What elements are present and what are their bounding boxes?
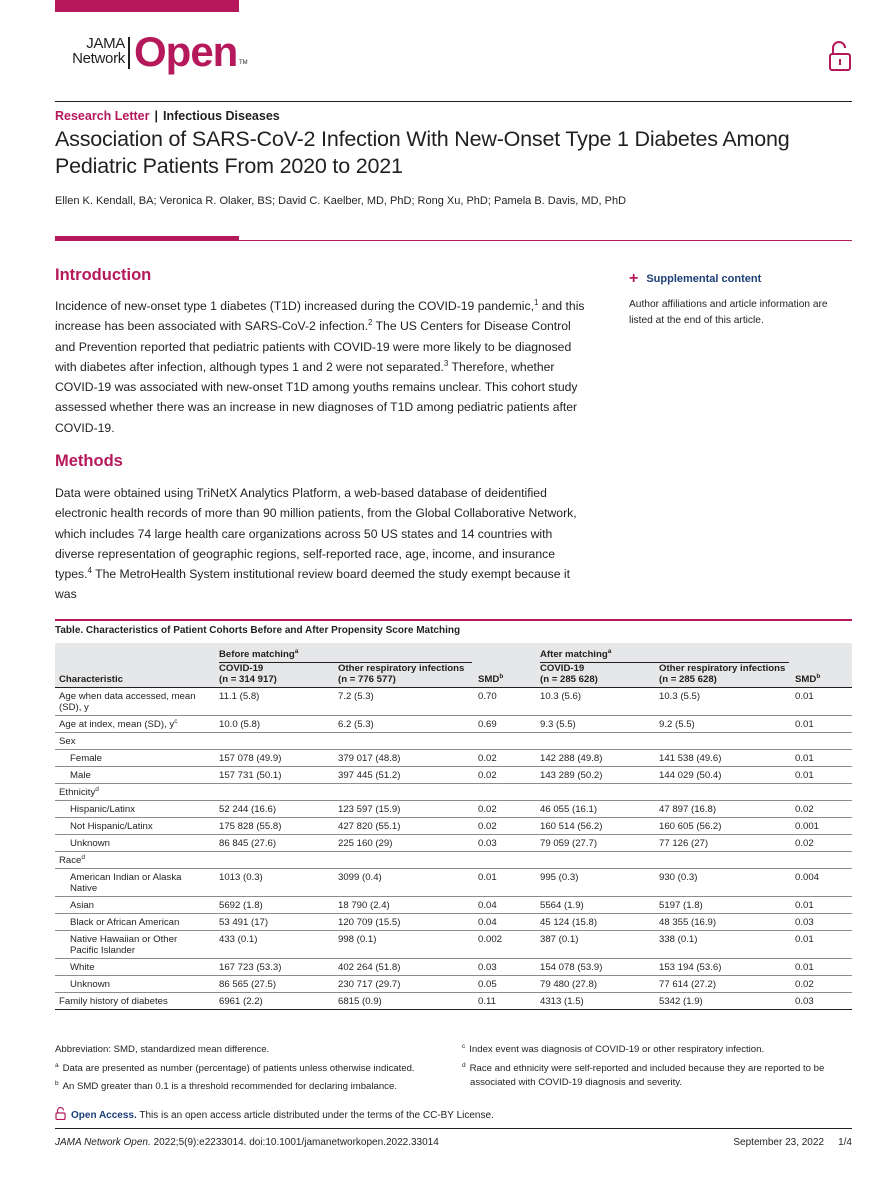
table-cell: 0.01 xyxy=(791,716,852,733)
table-cell: 433 (0.1) xyxy=(215,931,334,959)
table-cell: 0.70 xyxy=(474,688,536,716)
methods-text-1: Data were obtained using TriNetX Analytics Platform, a web-based database of deidentified electronic health records of more than 90 million patients, from the Global Collaborative Network, which includes 74 large health care organizations across 50 US states and 14 countries with diverse representation of geographic regions, self-reported race, age, income, and insurance types. xyxy=(55,486,577,582)
table-cell: 52 244 (16.6) xyxy=(215,801,334,818)
row-label xyxy=(55,688,215,716)
table-cell: 45 124 (15.8) xyxy=(536,914,655,931)
table-cell: 9.2 (5.5) xyxy=(655,716,791,733)
table-group-header-row xyxy=(55,643,852,663)
footer-rule xyxy=(55,1128,852,1129)
table-cell: 153 194 (53.6) xyxy=(655,959,791,976)
supplemental-label: Supplemental content xyxy=(646,273,762,285)
footnote-b xyxy=(55,1080,445,1094)
row-label: Unknown xyxy=(55,976,215,993)
table-cell: 167 723 (53.3) xyxy=(215,959,334,976)
header-line: Other respiratory infections xyxy=(338,663,465,674)
table-cell: 402 264 (51.8) xyxy=(334,959,474,976)
table-cell: 0.11 xyxy=(474,993,536,1010)
characteristics-table xyxy=(55,643,852,1010)
footnote-c xyxy=(462,1043,852,1057)
footnote-marker: a xyxy=(55,1061,59,1069)
header-line: (n = 314 917) xyxy=(219,674,277,685)
table-cell: 6815 (0.9) xyxy=(334,993,474,1010)
methods-paragraph xyxy=(55,483,590,605)
citation-2[interactable]: 2 xyxy=(367,318,373,328)
header-line: COVID-19 xyxy=(540,663,585,674)
table-cell: 5564 (1.9) xyxy=(536,897,655,914)
table-cell: 5197 (1.8) xyxy=(655,897,791,914)
table-cell: 77 614 (27.2) xyxy=(655,976,791,993)
footnote-text: Race and ethnicity were self-reported and included because they are reported to be associated with COVID-19 diagnosis and severity. xyxy=(469,1063,825,1088)
footer-page-number: 1/4 xyxy=(838,1137,852,1148)
supplemental-content-link[interactable] xyxy=(629,270,761,288)
logo-trademark: TM xyxy=(239,60,248,66)
table-cell: 144 029 (50.4) xyxy=(655,767,791,784)
footnote-marker-d: d xyxy=(81,853,86,861)
row-label: Not Hispanic/Latinx xyxy=(55,818,215,835)
table-row xyxy=(55,801,852,818)
footnote-marker: d xyxy=(462,1061,466,1069)
table-cell: 86 565 (27.5) xyxy=(215,976,334,993)
article-kicker xyxy=(55,109,280,123)
table-section-row xyxy=(55,733,852,750)
introduction-paragraph xyxy=(55,296,590,438)
footnote-marker-d: d xyxy=(95,785,99,793)
table-cell: 154 078 (53.9) xyxy=(536,959,655,976)
column-header-covid-before xyxy=(215,663,334,688)
column-header-other-after xyxy=(655,663,791,688)
table-row xyxy=(55,869,852,897)
table-cell: 5692 (1.8) xyxy=(215,897,334,914)
table-row xyxy=(55,959,852,976)
table-cell: 53 491 (17) xyxy=(215,914,334,931)
header-rule xyxy=(55,101,852,102)
header-line: (n = 285 628) xyxy=(540,674,598,685)
table-row xyxy=(55,993,852,1010)
table-header-spacer xyxy=(55,643,215,663)
table-cell: 141 538 (49.6) xyxy=(655,750,791,767)
row-label: Hispanic/Latinx xyxy=(55,801,215,818)
table-row xyxy=(55,767,852,784)
logo-line-network: Network xyxy=(72,50,125,67)
section-label-ethnicity xyxy=(55,784,852,801)
plus-icon: + xyxy=(629,270,639,287)
table-cell: 11.1 (5.8) xyxy=(215,688,334,716)
row-label: Male xyxy=(55,767,215,784)
table-cell: 0.02 xyxy=(791,835,852,852)
table-cell: 0.02 xyxy=(474,767,536,784)
table-cell: 77 126 (27) xyxy=(655,835,791,852)
footnote-marker: b xyxy=(55,1079,59,1087)
table-cell: 0.03 xyxy=(791,914,852,931)
table-cell: 0.01 xyxy=(791,767,852,784)
table-row xyxy=(55,897,852,914)
section-label-text: Ethnicity xyxy=(59,787,96,798)
row-label: White xyxy=(55,959,215,976)
intro-text-2: and this increase has been associated with SARS-CoV-2 infection. xyxy=(55,299,585,334)
methods-text-2: The MetroHealth System institutional review board deemed the study exempt because it was xyxy=(55,567,571,602)
section-label-text: Race xyxy=(59,855,82,866)
table-row xyxy=(55,835,852,852)
column-header-smd-before xyxy=(474,663,536,688)
table-cell: 0.02 xyxy=(791,976,852,993)
before-matching-header xyxy=(215,643,474,663)
footnote-marker-c: c xyxy=(174,717,178,725)
row-label-text: Age at index, mean (SD), y xyxy=(59,719,175,730)
open-access-note xyxy=(55,1107,494,1121)
table-cell: 0.01 xyxy=(791,750,852,767)
table-cell: 0.002 xyxy=(474,931,536,959)
row-label-text: Age when data accessed, mean (SD), y xyxy=(59,691,196,713)
footnote-marker-b: b xyxy=(499,672,504,680)
footnote-marker-a: a xyxy=(294,647,299,655)
table-cell: 157 078 (49.9) xyxy=(215,750,334,767)
citation-4[interactable]: 4 xyxy=(87,566,92,576)
table-row xyxy=(55,931,852,959)
footnote-marker-b: b xyxy=(816,672,821,680)
author-list: Ellen K. Kendall, BA; Veronica R. Olaker, BS; David C. Kaelber, MD, PhD; Rong Xu, PhD; Pamela B. Davis, MD, PhD xyxy=(55,195,627,207)
table-cell: 120 709 (15.5) xyxy=(334,914,474,931)
column-header-characteristic: Characteristic xyxy=(55,663,215,688)
lock-icon xyxy=(55,1107,66,1120)
before-matching-label: Before matching xyxy=(219,649,295,660)
table-cell: 47 897 (16.8) xyxy=(655,801,791,818)
footnote-marker: c xyxy=(462,1042,466,1050)
table-cell: 0.69 xyxy=(474,716,536,733)
row-label: Unknown xyxy=(55,835,215,852)
table-top-rule xyxy=(55,619,852,621)
open-access-label[interactable]: Open Access. xyxy=(71,1110,137,1121)
table-cell: 10.3 (5.6) xyxy=(536,688,655,716)
footer-journal-name: JAMA Network Open. xyxy=(55,1137,151,1148)
table-section-row xyxy=(55,852,852,869)
table-cell: 86 845 (27.6) xyxy=(215,835,334,852)
row-label: Native Hawaiian or Other Pacific Islander xyxy=(55,931,215,959)
table-cell: 143 289 (50.2) xyxy=(536,767,655,784)
footer-citation xyxy=(55,1137,439,1148)
row-label: Asian xyxy=(55,897,215,914)
table-cell: 0.01 xyxy=(791,897,852,914)
table-cell: 142 288 (49.8) xyxy=(536,750,655,767)
table-cell: 0.03 xyxy=(791,993,852,1010)
table-row xyxy=(55,976,852,993)
footer-date: September 23, 2022 xyxy=(733,1137,824,1148)
table-cell: 225 160 (29) xyxy=(334,835,474,852)
table-cell: 0.04 xyxy=(474,914,536,931)
table-cell: 0.02 xyxy=(474,818,536,835)
table-cell: 930 (0.3) xyxy=(655,869,791,897)
article-type: Research Letter xyxy=(55,109,150,123)
table-cell: 0.01 xyxy=(791,688,852,716)
table-section-row xyxy=(55,784,852,801)
table-cell: 18 790 (2.4) xyxy=(334,897,474,914)
footnote-abbreviation: Abbreviation: SMD, standardized mean difference. xyxy=(55,1044,270,1055)
column-header-covid-after xyxy=(536,663,655,688)
table-cell: 9.3 (5.5) xyxy=(536,716,655,733)
header-line: SMD xyxy=(478,674,500,685)
table-cell: 338 (0.1) xyxy=(655,931,791,959)
author-affiliations-note: Author affiliations and article information are listed at the end of this article. xyxy=(629,299,828,326)
intro-text-3: The US Centers for Disease Control and Prevention reported that pediatric patients with COVID-19 were more likely to be diagnosed with diabetes after infection, although types 1 and 2 were not separated. xyxy=(55,319,572,374)
footnote-a xyxy=(55,1062,445,1076)
table-cell: 175 828 (55.8) xyxy=(215,818,334,835)
table-cell: 0.01 xyxy=(474,869,536,897)
table-cell: 0.01 xyxy=(791,959,852,976)
kicker-separator: | xyxy=(154,109,158,123)
after-matching-label: After matching xyxy=(540,649,608,660)
table-cell: 0.004 xyxy=(791,869,852,897)
table-cell: 7.2 (5.3) xyxy=(334,688,474,716)
table-cell: 123 597 (15.9) xyxy=(334,801,474,818)
table-cell: 6961 (2.2) xyxy=(215,993,334,1010)
intro-text-1: Incidence of new-onset type 1 diabetes (T1D) increased during the COVID-19 pandemic, xyxy=(55,299,534,313)
table-cell: 0.03 xyxy=(474,835,536,852)
table-cell: 387 (0.1) xyxy=(536,931,655,959)
article-title: Association of SARS-CoV-2 Infection With New-Onset Type 1 Diabetes Among Pediatric Patients From 2020 to 2021 xyxy=(55,127,790,178)
header-line: (n = 285 628) xyxy=(659,674,717,685)
table-cell: 3099 (0.4) xyxy=(334,869,474,897)
footnote-text: Index event was diagnosis of COVID-19 or other respiratory infection. xyxy=(469,1044,765,1055)
logo-open-text: Open xyxy=(134,28,238,75)
footnote-text: An SMD greater than 0.1 is a threshold recommended for declaring imbalance. xyxy=(62,1081,397,1092)
table-cell: 0.02 xyxy=(474,750,536,767)
table-cell: 4313 (1.5) xyxy=(536,993,655,1010)
table-cell: 427 820 (55.1) xyxy=(334,818,474,835)
column-header-smd-after xyxy=(791,663,852,688)
row-label: American Indian or Alaska Native xyxy=(55,869,215,897)
footer-doi: 2022;5(9):e2233014. doi:10.1001/jamanetworkopen.2022.33014 xyxy=(150,1137,439,1148)
table-cell: 10.3 (5.5) xyxy=(655,688,791,716)
table-column-header-row xyxy=(55,663,852,688)
table-cell: 397 445 (51.2) xyxy=(334,767,474,784)
table-cell: 157 731 (50.1) xyxy=(215,767,334,784)
table-cell: 79 480 (27.8) xyxy=(536,976,655,993)
section-label-sex: Sex xyxy=(55,733,852,750)
table-cell: 1013 (0.3) xyxy=(215,869,334,897)
row-label: Family history of diabetes xyxy=(55,993,215,1010)
table-cell: 998 (0.1) xyxy=(334,931,474,959)
article-category: Infectious Diseases xyxy=(163,109,280,123)
open-access-text: This is an open access article distributed under the terms of the CC-BY License. xyxy=(136,1110,494,1121)
table-cell: 0.02 xyxy=(474,801,536,818)
introduction-heading: Introduction xyxy=(55,266,152,284)
table-cell: 160 605 (56.2) xyxy=(655,818,791,835)
logo-line-jama: JAMA xyxy=(86,35,125,52)
section-label-race xyxy=(55,852,852,869)
table-row xyxy=(55,914,852,931)
table-cell: 46 055 (16.1) xyxy=(536,801,655,818)
row-label: Female xyxy=(55,750,215,767)
footnote-marker-a: a xyxy=(607,647,612,655)
row-label: Black or African American xyxy=(55,914,215,931)
after-matching-header xyxy=(536,643,791,663)
table-cell: 10.0 (5.8) xyxy=(215,716,334,733)
footnote-d xyxy=(462,1062,848,1090)
section-rule-thin xyxy=(239,240,852,241)
row-label xyxy=(55,716,215,733)
table-cell: 48 355 (16.9) xyxy=(655,914,791,931)
column-header-other-before xyxy=(334,663,474,688)
logo-wordmark xyxy=(55,36,125,66)
citation-1[interactable]: 1 xyxy=(533,297,539,307)
footnote-text: Data are presented as number (percentage) of patients unless otherwise indicated. xyxy=(62,1063,415,1074)
header-line: (n = 776 577) xyxy=(338,674,396,685)
table-cell: 79 059 (27.7) xyxy=(536,835,655,852)
table-cell: 5342 (1.9) xyxy=(655,993,791,1010)
table-row xyxy=(55,716,852,733)
top-accent-bar xyxy=(55,0,239,12)
table-header-spacer xyxy=(474,643,536,663)
section-rule-thick xyxy=(55,236,239,241)
header-line: SMD xyxy=(795,674,817,685)
table-cell: 6.2 (5.3) xyxy=(334,716,474,733)
logo-divider xyxy=(128,37,130,69)
lock-icon[interactable] xyxy=(828,40,852,72)
table-header-spacer xyxy=(791,643,852,663)
table-cell: 0.03 xyxy=(474,959,536,976)
table-cell: 160 514 (56.2) xyxy=(536,818,655,835)
table-cell: 0.04 xyxy=(474,897,536,914)
intro-text-4: Therefore, whether COVID-19 was associated with new-onset T1D among youths remains unclear. This cohort study assessed whether there was an increase in new diagnoses of T1D among pediatric patients after COVID-19. xyxy=(55,359,578,435)
header-line: COVID-19 xyxy=(219,663,264,674)
table-cell: 379 017 (48.8) xyxy=(334,750,474,767)
table-cell: 230 717 (29.7) xyxy=(334,976,474,993)
table-cell: 995 (0.3) xyxy=(536,869,655,897)
table-row xyxy=(55,818,852,835)
table-title: Table. Characteristics of Patient Cohorts Before and After Propensity Score Matching xyxy=(55,625,461,636)
table-cell: 0.01 xyxy=(791,931,852,959)
table-cell: 0.001 xyxy=(791,818,852,835)
table-row xyxy=(55,750,852,767)
methods-heading: Methods xyxy=(55,452,123,470)
table-cell: 0.05 xyxy=(474,976,536,993)
header-line: Other respiratory infections xyxy=(659,663,786,674)
table-cell: 0.02 xyxy=(791,801,852,818)
table-row xyxy=(55,688,852,716)
citation-3[interactable]: 3 xyxy=(443,358,449,368)
